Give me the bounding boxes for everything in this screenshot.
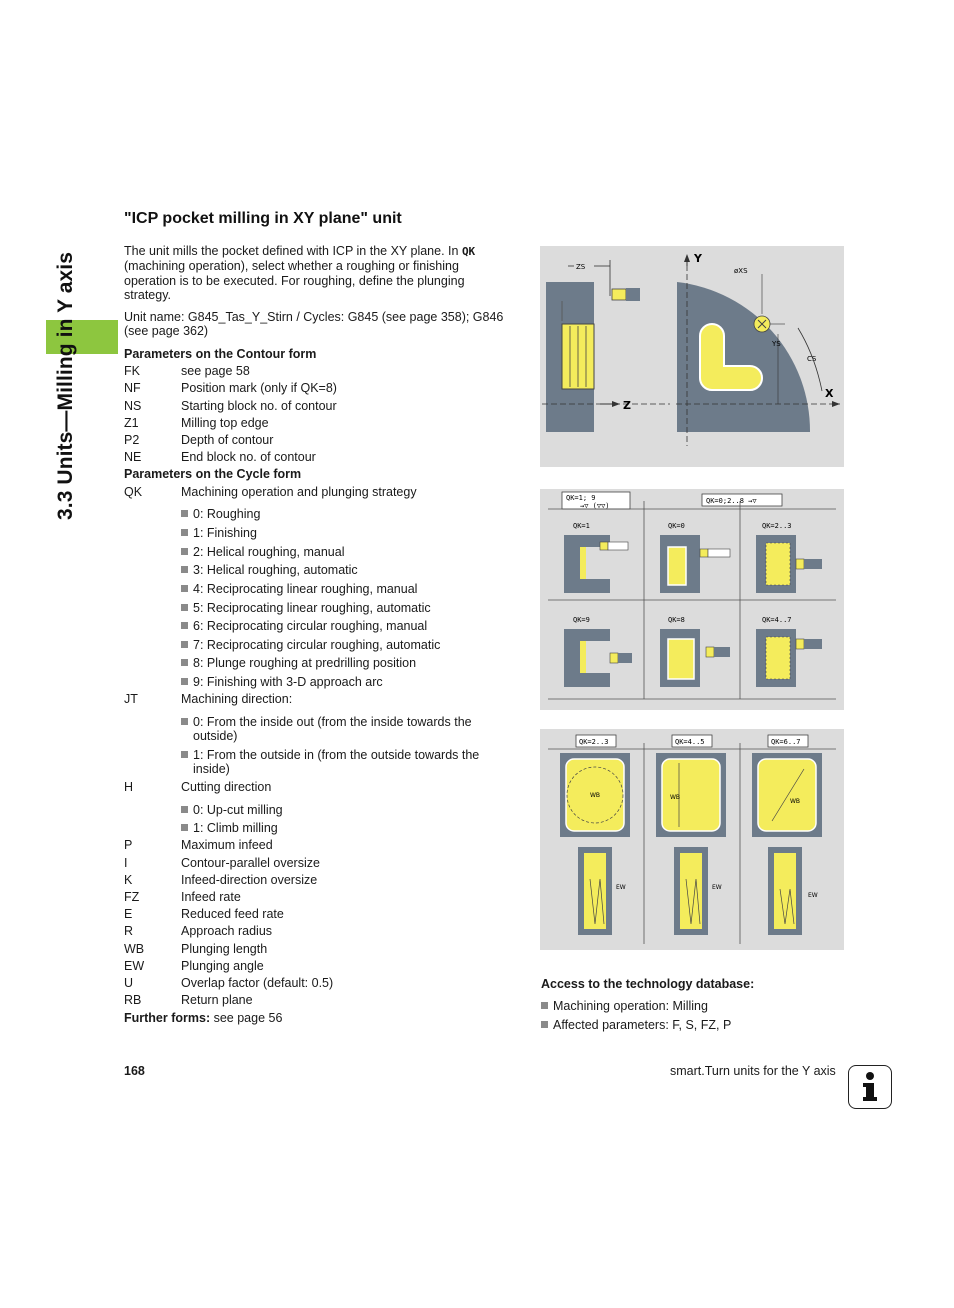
intro-text-1: The unit mills the pocket defined with ICP in the XY plane. In xyxy=(124,244,462,258)
qk-cell-label: QK=0 xyxy=(668,522,685,530)
plunge-tab-label: QK=6..7 xyxy=(771,738,801,746)
param-key: R xyxy=(124,924,134,938)
param-desc: Maximum infeed xyxy=(181,838,273,852)
plunge-tab-label: QK=4..5 xyxy=(675,738,705,746)
cycle-heading: Parameters on the Cycle form xyxy=(124,467,302,481)
qk-diagram xyxy=(540,489,844,710)
param-desc: Depth of contour xyxy=(181,433,274,447)
param-key: NF xyxy=(124,381,141,395)
param-desc: Overlap factor (default: 0.5) xyxy=(181,976,334,990)
page-number: 168 xyxy=(124,1064,145,1078)
param-key: QK xyxy=(124,485,143,499)
label-y: Y xyxy=(694,252,702,265)
section-heading: "ICP pocket milling in XY plane" unit xyxy=(124,210,402,227)
label-wb: WB xyxy=(670,794,681,801)
unit-name: Unit name: G845_Tas_Y_Stirn / Cycles: G845 (see page 358); G846 (see page 362) xyxy=(124,310,504,339)
qk-option: 7: Reciprocating circular roughing, automatic xyxy=(181,638,511,652)
label-ew: EW xyxy=(712,884,722,891)
qk-cell-label: QK=9 xyxy=(573,616,590,624)
jt-option: 1: From the outside in (from the outside towards the inside) xyxy=(181,748,501,777)
label-ys: YS xyxy=(772,340,781,348)
qk-cell-label: QK=1 xyxy=(573,522,590,530)
intro-text-2: (machining operation), select whether a roughing or finishing operation is to be executed. For roughing, define the plunging strategy. xyxy=(124,259,465,303)
param-key: JT xyxy=(124,692,138,706)
qk-header-left-1: QK=1; 9 xyxy=(566,494,596,502)
h-option: 1: Climb milling xyxy=(181,821,511,835)
qk-option: 9: Finishing with 3-D approach arc xyxy=(181,675,511,689)
qk-header-right: QK=0;2..8 →▽ xyxy=(706,497,757,505)
label-zs: ZS xyxy=(576,263,586,271)
param-desc: Machining direction: xyxy=(181,692,293,706)
param-key: FZ xyxy=(124,890,140,904)
param-desc: Reduced feed rate xyxy=(181,907,284,921)
info-icon xyxy=(848,1065,892,1109)
qk-option: 6: Reciprocating circular roughing, manual xyxy=(181,619,511,633)
footer-title: smart.Turn units for the Y axis xyxy=(670,1064,836,1078)
param-desc: Infeed-direction oversize xyxy=(181,873,318,887)
label-z: Z xyxy=(623,399,631,412)
qk-option: 0: Roughing xyxy=(181,507,511,521)
label-xs: øXS xyxy=(734,267,748,275)
param-desc: see page 58 xyxy=(181,364,250,378)
param-desc: Starting block no. of contour xyxy=(181,399,337,413)
qk-option: 5: Reciprocating linear roughing, automatic xyxy=(181,601,511,615)
plunge-tab-label: QK=2..3 xyxy=(579,738,609,746)
param-key: P xyxy=(124,838,133,852)
param-desc: Return plane xyxy=(181,993,253,1007)
figure-qk-strategies xyxy=(540,489,844,710)
qk-cell-label: QK=8 xyxy=(668,616,685,624)
param-key: I xyxy=(124,856,128,870)
param-desc: Machining operation and plunging strategy xyxy=(181,485,417,499)
param-desc: Position mark (only if QK=8) xyxy=(181,381,337,395)
param-desc: Milling top edge xyxy=(181,416,269,430)
param-desc: End block no. of contour xyxy=(181,450,316,464)
param-key: FK xyxy=(124,364,140,378)
param-desc: Plunging angle xyxy=(181,959,264,973)
figure-pocket-geometry xyxy=(540,246,844,467)
front-view-part xyxy=(677,282,810,432)
param-key: P2 xyxy=(124,433,140,447)
qk-option: 8: Plunge roughing at predrilling position xyxy=(181,656,511,670)
tool-shank xyxy=(626,288,640,301)
param-key: RB xyxy=(124,993,142,1007)
qk-header-left-2: →▽ (▽▽) xyxy=(580,502,610,510)
label-cs: CS xyxy=(807,355,817,363)
label-wb: WB xyxy=(790,798,801,805)
param-desc: Approach radius xyxy=(181,924,273,938)
intro-code: QK xyxy=(461,245,476,258)
contour-heading: Parameters on the Contour form xyxy=(124,347,317,361)
further-label: Further forms: xyxy=(124,1011,211,1025)
h-option: 0: Up-cut milling xyxy=(181,803,511,817)
intro-paragraph xyxy=(124,244,514,303)
qk-cell-label: QK=2..3 xyxy=(762,522,792,530)
param-desc: Plunging length xyxy=(181,942,268,956)
info-icon-glyph xyxy=(849,1066,890,1107)
qk-option: 1: Finishing xyxy=(181,526,511,540)
label-x: X xyxy=(825,387,834,400)
figure-plunging xyxy=(540,729,844,950)
access-item: Affected parameters: F, S, FZ, P xyxy=(541,1018,731,1032)
label-ew: EW xyxy=(808,892,818,899)
param-key: EW xyxy=(124,959,145,973)
param-key: H xyxy=(124,780,134,794)
param-key: NE xyxy=(124,450,142,464)
qk-cell-label: QK=4..7 xyxy=(762,616,792,624)
param-key: E xyxy=(124,907,133,921)
jt-option: 0: From the inside out (from the inside towards the outside) xyxy=(181,715,501,744)
param-desc: Contour-parallel oversize xyxy=(181,856,320,870)
param-key: NS xyxy=(124,399,142,413)
plunging-diagram xyxy=(540,729,844,950)
further-text: see page 56 xyxy=(210,1011,283,1025)
label-ew: EW xyxy=(616,884,626,891)
param-key: U xyxy=(124,976,134,990)
qk-option: 3: Helical roughing, automatic xyxy=(181,563,511,577)
chapter-title: 3.3 Units—Milling in Y axis xyxy=(54,252,77,520)
param-key: WB xyxy=(124,942,145,956)
qk-option: 2: Helical roughing, manual xyxy=(181,545,511,559)
access-item: Machining operation: Milling xyxy=(541,999,708,1013)
access-heading: Access to the technology database: xyxy=(541,977,755,991)
param-key: K xyxy=(124,873,133,887)
qk-option: 4: Reciprocating linear roughing, manual xyxy=(181,582,511,596)
geometry-diagram xyxy=(540,246,844,467)
param-desc: Infeed rate xyxy=(181,890,241,904)
tool-flutes xyxy=(612,289,626,300)
param-desc: Cutting direction xyxy=(181,780,272,794)
further-forms xyxy=(124,1011,282,1025)
label-wb: WB xyxy=(590,792,601,799)
param-key: Z1 xyxy=(124,416,139,430)
